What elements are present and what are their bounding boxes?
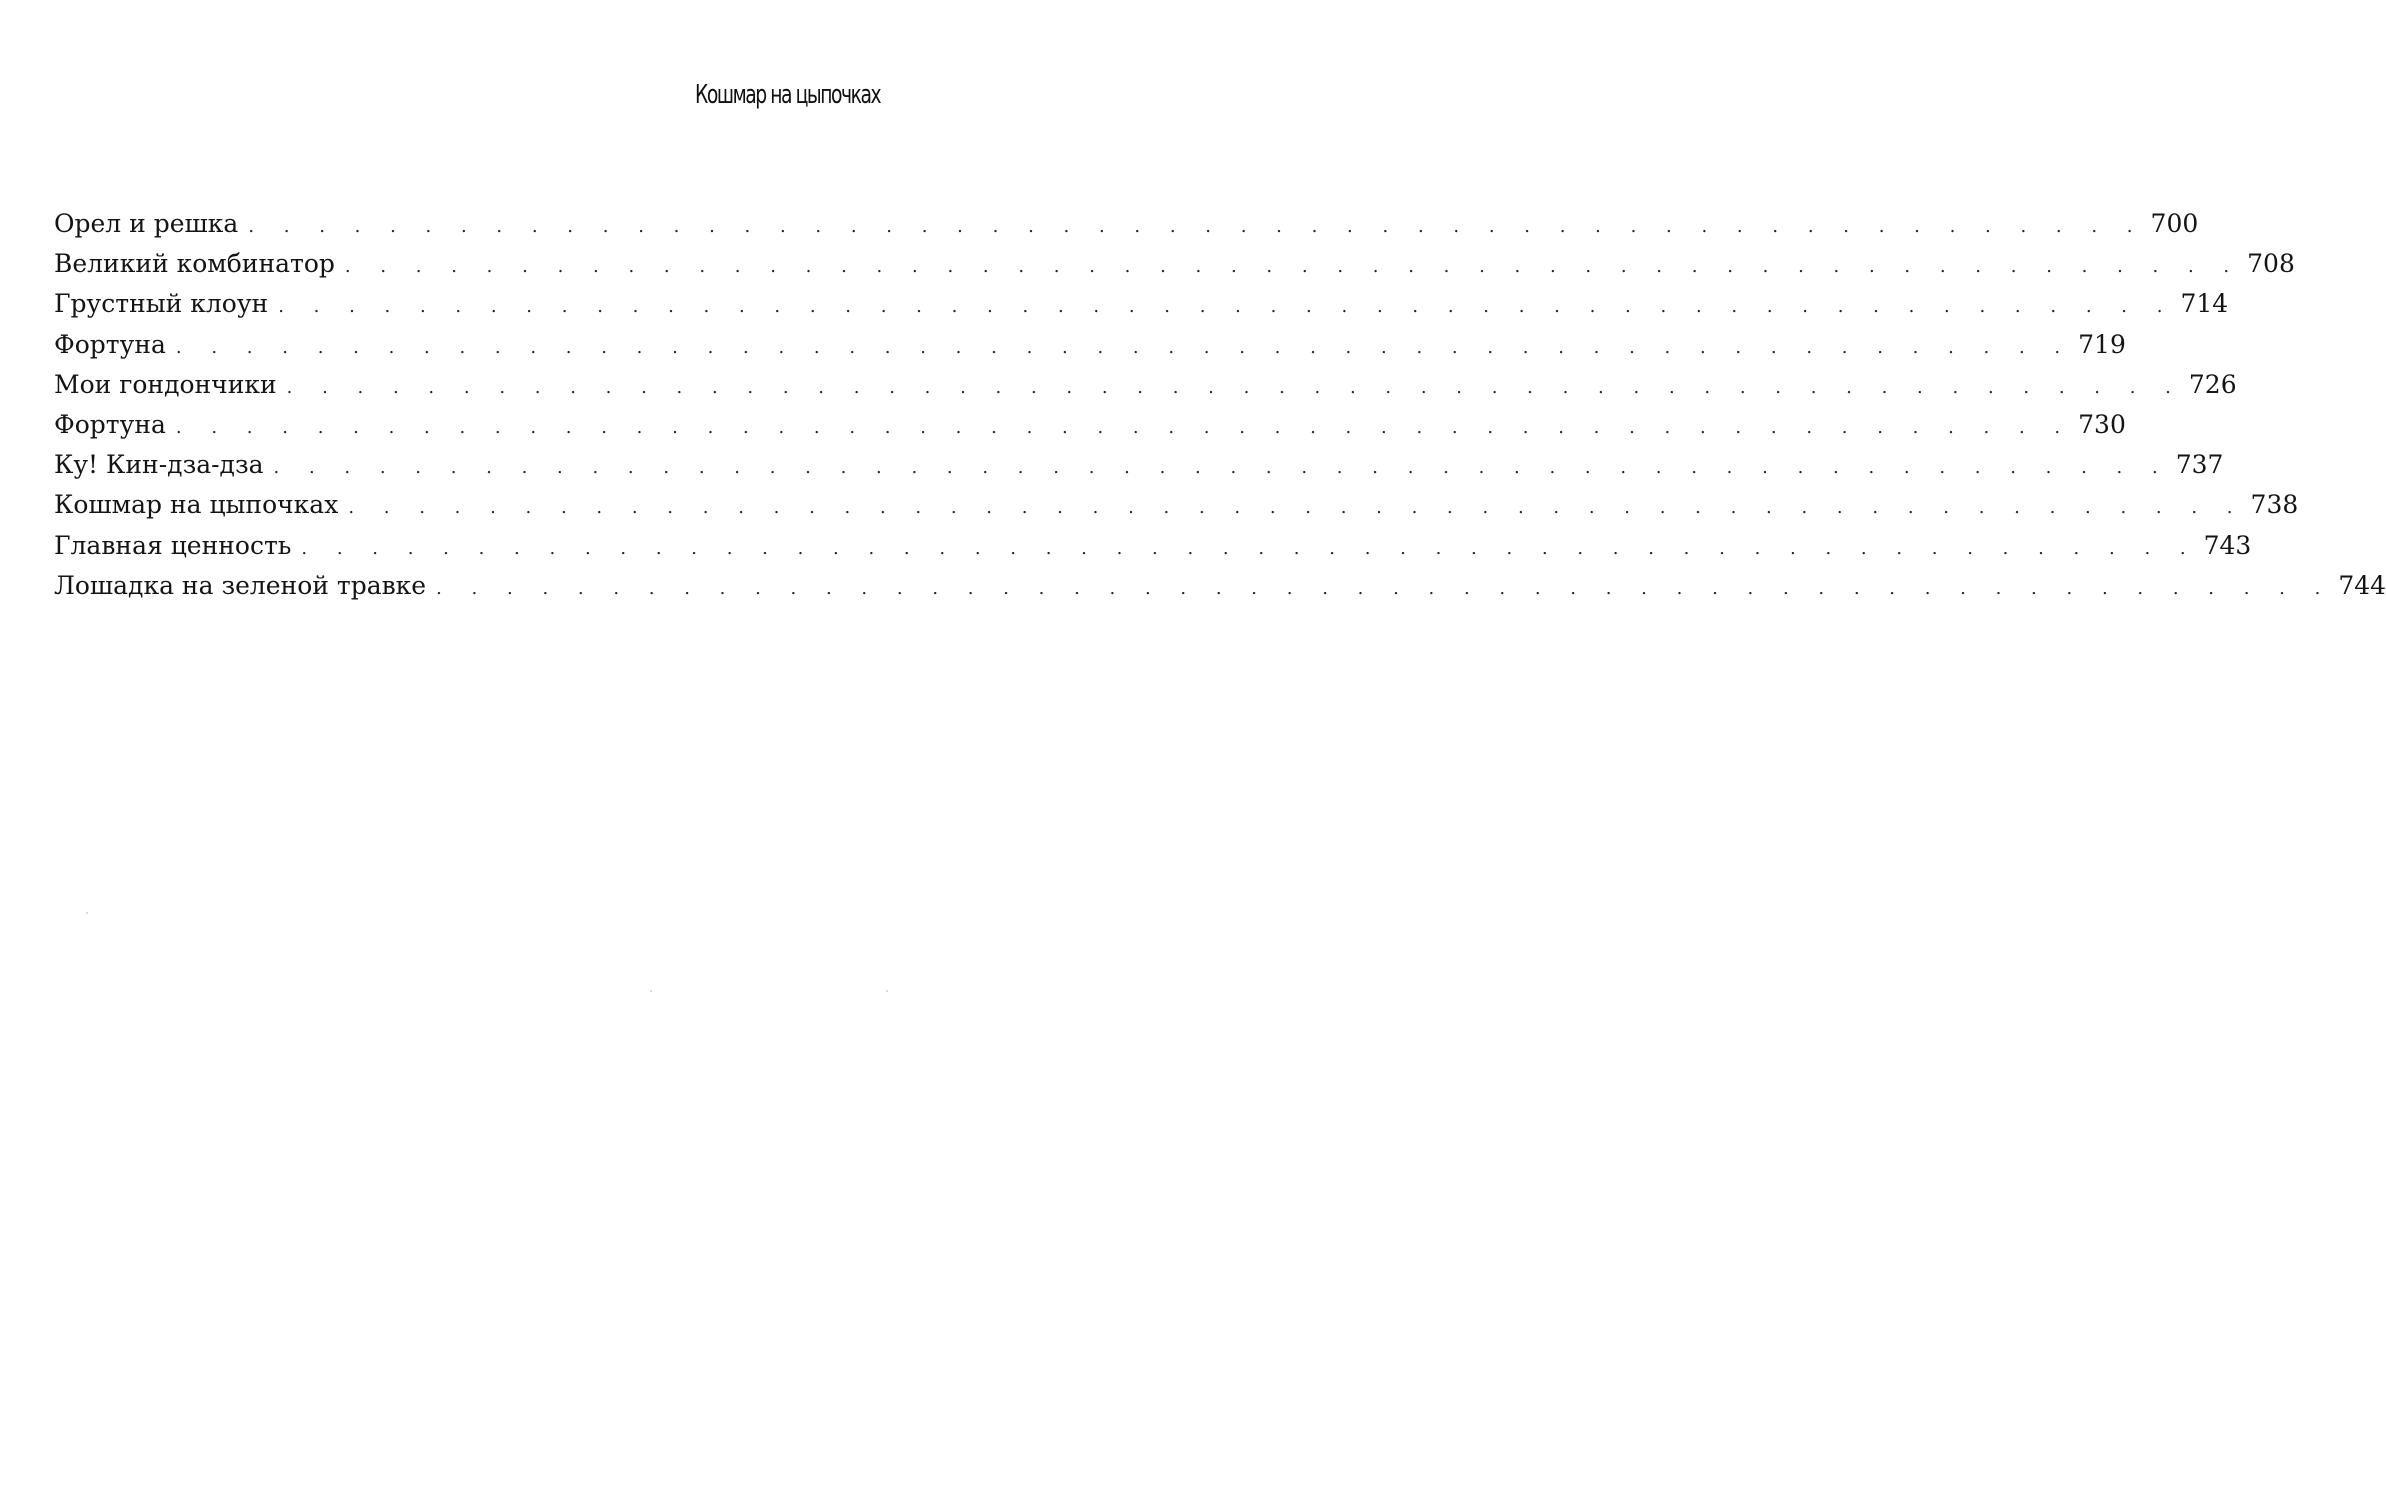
toc-dot-leader: . . . . . . . . . . . . . . . . . . . . . . . . . . . . . . . . . . . . . . . . . . . . . . . . . . . . . . — [248, 216, 2145, 237]
toc-entry-page: 708 — [2247, 249, 2295, 279]
toc-dot-leader: . . . . . . . . . . . . . . . . . . . . . . . . . . . . . . . . . . . . . . . . . . . . . . . . . . . . . . — [301, 537, 2198, 559]
toc-entry-title: Фортуна — [54, 409, 166, 439]
toc-entry-title: Мои гондончики — [54, 369, 277, 399]
toc-entry — [54, 204, 2199, 244]
toc-entry-page: 744 — [2338, 570, 2386, 600]
toc-entry-page: 714 — [2180, 289, 2229, 319]
running-title: Кошмар на цыпочках — [694, 80, 880, 110]
toc-dot-leader: . . . . . . . . . . . . . . . . . . . . . . . . . . . . . . . . . . . . . . . . . . . . . . . . . . . . . . — [175, 336, 2073, 358]
toc-entry-title: Фортуна — [54, 329, 166, 359]
toc-entry-page: 743 — [2203, 530, 2252, 560]
scan-speck — [86, 912, 88, 914]
scan-speck — [650, 990, 652, 992]
toc-entry-title: Главная ценность — [54, 530, 292, 560]
toc-entry — [54, 566, 2386, 606]
toc-entry — [54, 284, 2229, 324]
toc-entry-page: 726 — [2188, 369, 2237, 399]
toc-entry-title: Великий комбинатор — [54, 249, 335, 279]
toc-dot-leader: . . . . . . . . . . . . . . . . . . . . . . . . . . . . . . . . . . . . . . . . . . . . . . . . . . . . . . — [436, 577, 2333, 599]
toc-entry — [54, 526, 2252, 566]
toc-entry-title: Орел и решка — [54, 209, 239, 238]
toc-entry-page: 730 — [2078, 409, 2126, 439]
toc-entry-page: 700 — [2150, 209, 2199, 238]
toc-entry-title: Грустный клоун — [54, 289, 269, 319]
toc-entry — [54, 244, 2295, 284]
scan-speck — [886, 990, 888, 992]
toc-entry — [54, 485, 2299, 525]
toc-entry — [54, 445, 2224, 485]
toc-entry-page: 738 — [2250, 490, 2299, 520]
toc-dot-leader: . . . . . . . . . . . . . . . . . . . . . . . . . . . . . . . . . . . . . . . . . . . . . . . . . . . . . . — [175, 416, 2073, 438]
toc-entry — [54, 365, 2237, 405]
toc-dot-leader: . . . . . . . . . . . . . . . . . . . . . . . . . . . . . . . . . . . . . . . . . . . . . . . . . . . . . . — [278, 296, 2175, 318]
toc-entry-page: 737 — [2175, 450, 2224, 480]
toc-dot-leader: . . . . . . . . . . . . . . . . . . . . . . . . . . . . . . . . . . . . . . . . . . . . . . . . . . . . . . — [348, 497, 2245, 519]
toc-entry-title: Кошмар на цыпочках — [54, 490, 339, 520]
toc-entry-title: Лошадка на зеленой травке — [54, 570, 427, 600]
toc-dot-leader: . . . . . . . . . . . . . . . . . . . . . . . . . . . . . . . . . . . . . . . . . . . . . . . . . . . . . . — [273, 457, 2170, 479]
table-of-contents — [54, 204, 2386, 606]
toc-dot-leader: . . . . . . . . . . . . . . . . . . . . . . . . . . . . . . . . . . . . . . . . . . . . . . . . . . . . . . — [344, 256, 2242, 278]
toc-entry — [54, 405, 2126, 445]
toc-entry-page: 719 — [2078, 329, 2126, 359]
toc-dot-leader: . . . . . . . . . . . . . . . . . . . . . . . . . . . . . . . . . . . . . . . . . . . . . . . . . . . . . . — [286, 376, 2183, 398]
toc-entry — [54, 325, 2126, 365]
toc-entry-title: Ку! Кин-дза-дза — [54, 450, 264, 480]
